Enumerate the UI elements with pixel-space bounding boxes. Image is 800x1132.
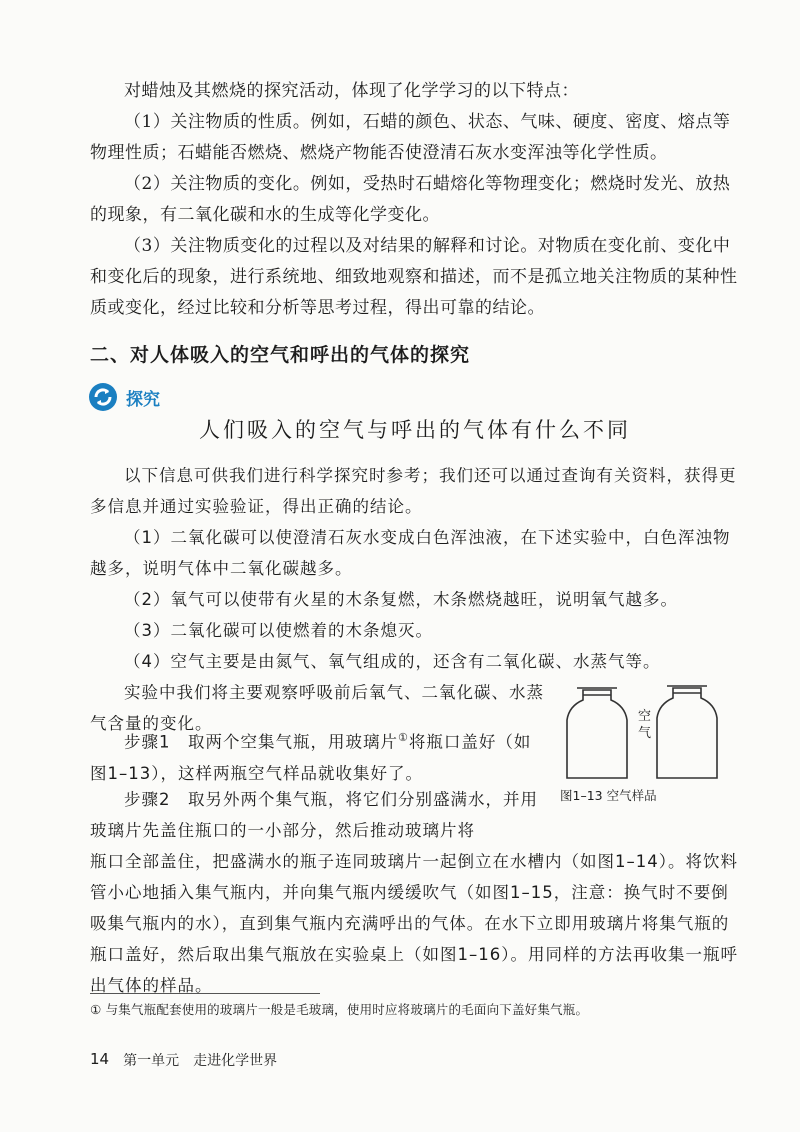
info-item-3: （3）二氧化碳可以使燃着的木条熄灭。: [124, 621, 433, 640]
intro-point-2: （2）关注物质的变化。例如，受热时石蜡熔化等物理变化；燃烧时发光、放热的现象，有二氧化碳和水的生成等化学变化。: [90, 174, 731, 225]
section-heading: 二、对人体吸入的空气和呼出的气体的探究: [90, 344, 471, 366]
explore-tag: [88, 382, 160, 412]
footnote-divider: [90, 993, 320, 994]
unit-label: 第一单元: [123, 1053, 180, 1069]
inquiry-title: 人们吸入的空气与呼出的气体有什么不同: [199, 418, 631, 442]
intro-point-3: （3）关注物质变化的过程以及对结果的解释和讨论。对物质在变化前、变化中和变化后的现象，进行系统地、细致地观察和描述，而不是孤立地关注物质的某种性质或变化，经过比较和分析等思考过程，得出可靠的结论。: [90, 236, 738, 318]
unit-title: 走进化学世界: [193, 1053, 278, 1069]
page-number: 14: [90, 1050, 110, 1068]
figure-caption: 图1–13 空气样品: [560, 788, 657, 803]
step-1-text-a: 步骤1 取两个空集气瓶，用玻璃片: [124, 732, 398, 752]
page-footer: [90, 1050, 277, 1070]
intro-lead: 对蜡烛及其燃烧的探究活动，体现了化学学习的以下特点：: [124, 81, 579, 101]
intro-point-1: （1）关注物质的性质。例如，石蜡的颜色、状态、气味、硬度、密度、熔点等物理性质；石蜡能否燃烧、燃烧产物能否使澄清石灰水变浑浊等化学性质。: [90, 112, 731, 163]
info-lead: 以下信息可供我们进行科学探究时参考；我们还可以通过查询有关资料，获得更多信息并通过实验验证，得出正确的结论。: [90, 466, 737, 516]
explore-label: 探究: [126, 389, 160, 410]
info-item-1: （1）二氧化碳可以使澄清石灰水变成白色浑浊液，在下述实验中，白色浑浊物越多，说明气体中二氧化碳越多。: [90, 528, 731, 578]
info-item-2: （2）氧气可以使带有火星的木条复燃，木条燃烧越旺，说明氧气越多。: [124, 590, 678, 609]
footnote: ① 与集气瓶配套使用的玻璃片一般是毛玻璃，使用时应将玻璃片的毛面向下盖好集气瓶。: [90, 1002, 589, 1017]
step-2-part-a: 步骤2 取另外两个集气瓶，将它们分别盛满水，并用玻璃片先盖住瓶口的一小部分，然后推动玻璃片将: [90, 790, 538, 840]
step-2-part-b: 瓶口全部盖住，把盛满水的瓶子连同玻璃片一起倒立在水槽内（如图1–14）。将饮料管小心地插入集气瓶内，并向集气瓶内缓缓吹气（如图1–15，注意：换气时不要倒吸集气瓶内的水），直到集气瓶内充满呼出的气体。在水下立即用玻璃片将集气瓶的瓶口盖好，然后取出集气瓶放在实验桌上（如图1–16）。用同样的方法再收集一瓶呼出气体的样品。: [90, 852, 738, 995]
observe-text: 实验中我们将主要观察呼吸前后氧气、二氧化碳、水蒸气含量的变化。: [90, 683, 544, 733]
step-1: [90, 722, 545, 789]
info-item-4: （4）空气主要是由氮气、氧气组成的，还含有二氧化碳、水蒸气等。: [124, 652, 661, 671]
explore-icon: [88, 382, 118, 412]
air-label-2: 气: [638, 726, 652, 741]
step-1-text-b: 将瓶口盖好（如图1–13），这样两瓶空气样品就收集好了。: [90, 732, 532, 783]
air-label-1: 空: [638, 709, 652, 724]
air-label: [638, 708, 651, 742]
footnote-ref: ①: [398, 731, 409, 744]
